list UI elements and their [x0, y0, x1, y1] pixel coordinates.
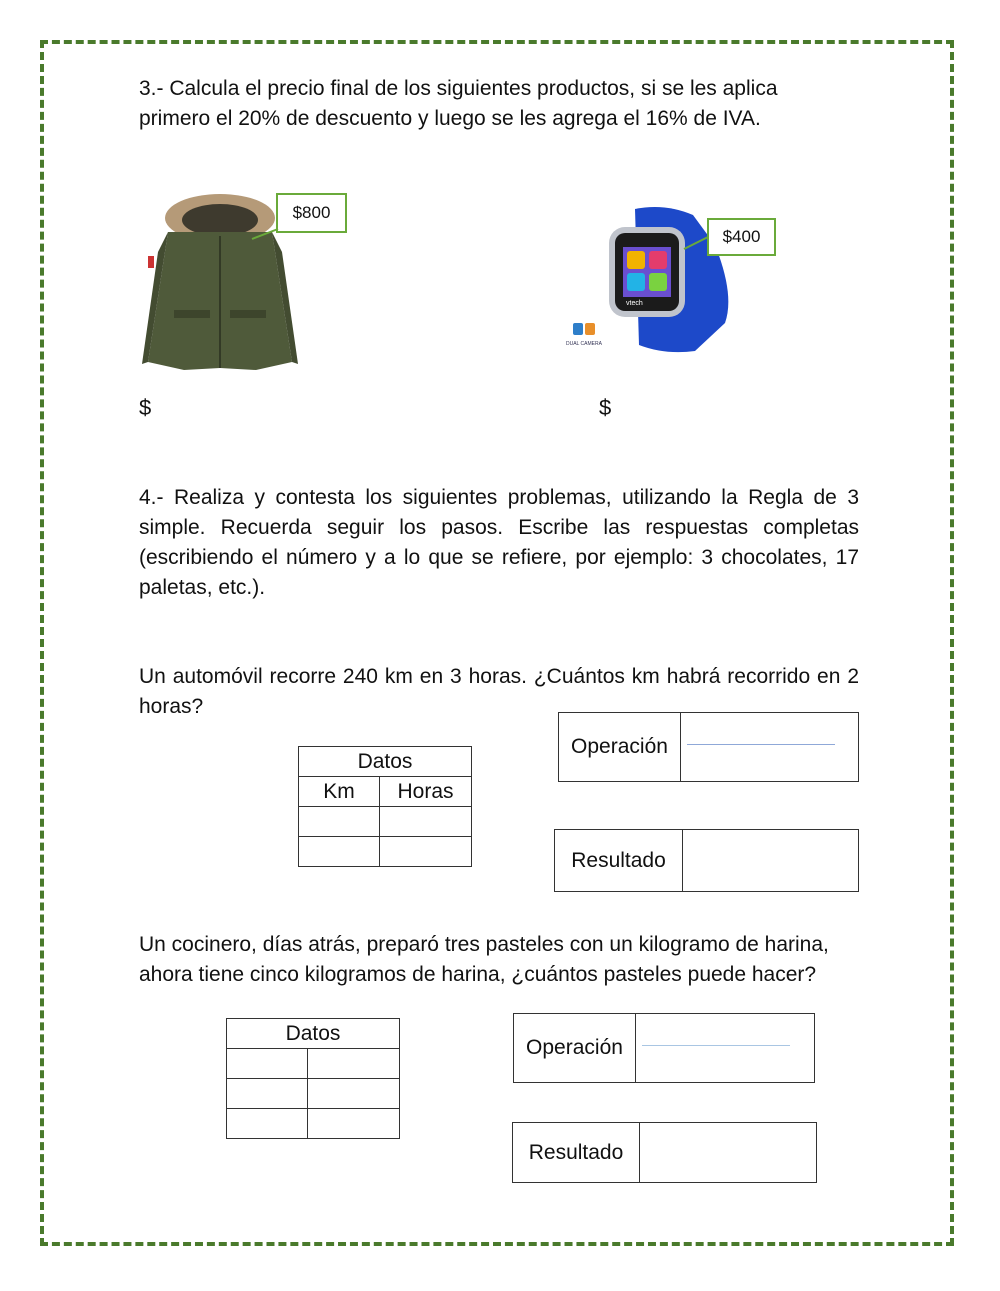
data-cell[interactable] — [227, 1049, 308, 1079]
operation-answer-field[interactable] — [681, 713, 858, 781]
jacket-price-tag: $800 — [276, 193, 347, 233]
problem-1-data-table — [298, 746, 472, 867]
question-3-prompt: 3.- Calcula el precio final de los siguientes productos, si se les aplica primero el 20% de descuento y luego se les agrega el 16% de IVA. — [139, 77, 778, 130]
data-cell[interactable] — [308, 1079, 400, 1109]
problem-2-text: Un cocinero, días atrás, preparó tres pasteles con un kilogramo de harina, ahora tiene cinco kilogramos de harina, ¿cuántos pasteles puede hacer? — [139, 933, 829, 986]
data-table-title: Datos — [227, 1019, 400, 1049]
watch-dual-camera-badge: DUAL CAMERA — [566, 341, 602, 347]
operation-label: Operación — [514, 1014, 636, 1082]
data-cell[interactable] — [308, 1049, 400, 1079]
problem-2-result-box — [512, 1122, 817, 1183]
result-answer-field[interactable] — [683, 830, 858, 891]
question-4-prompt: 4.- Realiza y contesta los siguientes problemas, utilizando la Regla de 3 simple. Recuerda seguir los pasos. Escribe las respuestas completas (escribiendo el número y a lo que se refiere, por ejemplo: 3 chocolates, 17 paletas, etc.). — [139, 486, 859, 599]
operation-answer-field[interactable] — [636, 1014, 814, 1082]
watch-answer-prefix: $ — [599, 395, 612, 420]
watch-price-tag: $400 — [707, 218, 776, 256]
result-answer-field[interactable] — [640, 1123, 816, 1182]
watch-brand-label: vtech — [626, 300, 643, 307]
data-table-title: Datos — [299, 747, 472, 777]
result-label: Resultado — [555, 830, 683, 891]
data-cell[interactable] — [380, 807, 472, 837]
jacket-answer-prefix: $ — [139, 395, 152, 420]
data-cell[interactable] — [299, 807, 380, 837]
watch-tag-pointer — [682, 236, 710, 250]
jacket-tag-pointer — [250, 228, 280, 240]
data-table-header-horas: Horas — [380, 777, 472, 807]
problem-2-data-table — [226, 1018, 400, 1139]
data-cell[interactable] — [380, 837, 472, 867]
operation-label: Operación — [559, 713, 681, 781]
problem-1-text: Un automóvil recorre 240 km en 3 horas. ¿Cuántos km habrá recorrido en 2 horas? — [139, 665, 859, 718]
data-cell[interactable] — [227, 1109, 308, 1139]
data-cell[interactable] — [308, 1109, 400, 1139]
data-cell[interactable] — [227, 1079, 308, 1109]
problem-1-result-box — [554, 829, 859, 892]
data-cell[interactable] — [299, 837, 380, 867]
problem-1-operation-box — [558, 712, 859, 782]
problem-2-operation-box — [513, 1013, 815, 1083]
result-label: Resultado — [513, 1123, 640, 1182]
data-table-header-km: Km — [299, 777, 380, 807]
